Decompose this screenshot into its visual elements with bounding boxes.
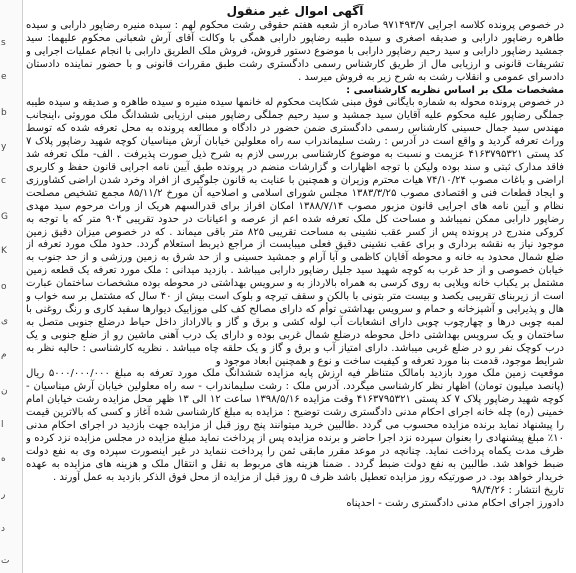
adjacent-text-fragment: b bbox=[1, 108, 7, 118]
auction-notice bbox=[26, 4, 564, 569]
adjacent-text-fragment: م bbox=[1, 350, 7, 360]
adjacent-text-fragment: G bbox=[1, 212, 8, 222]
expert-opinion-paragraph: در خصوص پرونده محوله به شماره بایگانی فوق مبنی شکایت محکوم له خانمها سیده منیره و سیده طاهره و صدیقه و سیده طیبه جملگی رضاپور علیه محکوم علیه آقایان سید جمشید و سید رحیم جملگی رضاپور مبنی ارزیابی ششدانگ ملک موروثی ،اینجانب مهندس سید جمال حسینی کارشناس رسمی دادگستری ضمن حضور در دادگاه و مطالعه پرونده به محل تعرفه شده که توسط وراث تعرفه گردید و واقع است در آدرس : رشت سلیماندراب سه راه معلولین خیابان آرش میناسیان کوچه شهید رضاپور پلاک ۷ کد پستی ۴۱۶۳۷۹۵۳۲۱ عزیمت و نسبت به موضوع کارشناسی بررسی لازم به شرح ذیل صورت پذیرفت . الف- ملک تعرفه شد فاقد مدارک ثبتی و سند بوده ولیکن با توجه اظهارات و گزارشات منضم در پرونده طبق آیین نامه اجرایی قانون حفظ و کاربری اراضی و باغات مصوب ۷۴/۱۰/۲۴ هیات محترم وزیران و همچنین با عنایت به قانون جلوگیری از افراد وخرد شدن اراضی کشاورزی و ایجاد قطعات فنی و اقتصادی مصوب ۱۳۸۳/۳/۲۵ مجلس شورای اسلامی و اصلاحیه آن مورخ ۸۵/۱۱/۲ مجمع تشخیص مصلحت نظام و آیین نامه های اجرایی قانون مزبور مصوب ۱۳۸۸/۷/۱۴ امکان افراز برای قدرالسهم هریک از وراث مرحوم سید مهدی رضاپور دارابی ممکن نمیباشد و مساحت کل ملک تعرفه شده اعم از عرصه و اعیانات در حدود تقریبی ۹۰۴ متر که با توجه به کروکی مندرج در پرونده پس از کسر عقب نشینی به مساحت تقریبی ۸۲۵ متر باقی میماند . که در خصوص میزان دقیق زمین موجود نیاز به نقشه برداری و برای عقب نشینی دقیق فعلی میبایست از مراجع ذیربط استعلام گردد. حدود ملک مورد تعرفه از ضلع شمال محدود به خانه و محوطه آقایان کاظمی و آیا آرام و جمشید حسینی و از حد شرق به زمین ورزشی و از حد جنوب به خیابان خصوصی و از حد غرب به کوچه شهید سید جلیل رضاپور دارابی میباشد . بازدید میدانی : ملک مورد تعرفه یک قطعه زمین مشتمل بر یکباب خانه ویلایی به روی کرسی به همراه بالارداز به و سرویس بهداشتی در محوطه بوده مشخصات ساختمان عبارت است از زیربنای تقریبی یکصد و بیست متر بتونی با بالکن و سقف تیرچه و بلوک است بیش از ۴۰ سال که مشتمل بر سه خواب و هال و پذیرایی و آشپزخانه و حمام و سرویس بهداشتی توأم که دارای مصالح کف کلی موزاییک دیوارها سفید کاری و رنگ روغنی با لمبه چوبی درها و چهارچوب چوبی دارای انشعابات آب لوله کشی و برق و گاز و بالاراداز داخل حیاط درضلع جنوبی متصل به ساختمان و یک سرویس بهداشتی داخل محوطه درضلع شمال غربی بوده و دارای یک درب آهنی ماشین رو از ضلع جنوبی و یک درب کوچک نفر رو در ضلع غربی میباشد. دارای امتیاز آب و برق و گاز و یک حلقه چاه میباشد . نظریه کارشناسی : حالیه نظر به شرایط موجود، قدمت بنا مورد تعرفه و کیفیت ساخت و نوع و همچنین ابعاد موجود و bbox=[26, 97, 564, 367]
adjacent-text-fragment: s bbox=[1, 38, 6, 48]
adjacent-text-fragment: ه bbox=[1, 454, 6, 464]
signature-line: دادورز اجرای احکام مدنی دادگستری رشت - احدپناه bbox=[346, 497, 564, 509]
notice-intro-paragraph: در خصوص پرونده کلاسه اجرایی ۹۷۱۴۹۳/۷ صادره از شعبه هفتم حقوقی رشت محکوم لهم : سیده منیره رضاپور دارابی و سیده طاهره رضاپور دارابی و صدیقه اصغری و سیده طیبه رضاپور دارابی همگی با وکالت آقای آرش شعبانی محکوم علیهما: سید جمشید رضاپور دارابی و سید رحیم رضاپور دارابی با موضوع دستور فروش، فروش ملک الطریق دارابی با انجام عملیات اجرایی و تشریفات قانونی و ارزیابی مال از طریق کارشناس رسمی دادگستری رشت طبق مقررات قانونی و با حضور نماینده دادستان دادسرای عمومی و انقلاب رشت به شرح زیر به فروش میرسد . bbox=[26, 20, 564, 83]
adjacent-text-fragment: y bbox=[1, 142, 7, 152]
adjacent-text-fragment: ن bbox=[1, 386, 8, 396]
adjacent-text-fragment: ا bbox=[1, 420, 4, 430]
property-specs-heading: مشخصات ملک بر اساس نظریه کارشناسی : bbox=[346, 84, 564, 96]
adjacent-text-fragment: e bbox=[1, 72, 7, 82]
adjacent-text-fragment: o bbox=[1, 282, 7, 292]
adjacent-text-fragment: c bbox=[1, 176, 6, 186]
adjacent-text-fragment: ر bbox=[1, 490, 6, 500]
auction-terms-paragraph: موقعیت زمین ملک مورد بازدید بامالک متناظر فیه ارزش پایه مزایده ششدانگ ملک مورد تعرفه به مبلغ ۵۰۰۰/۰۰۰/۰۰۰ ریال (پانصد میلیون تومان) اظهار نظر کارشناسی میگردد. آدرس ملک : رشت سلیماندراب - سه راه معلولین خیابان آرش میناسیان - کوچه شهید رضاپور پلاک ۷ کد پستی ۴۱۶۳۷۹۵۳۲۱ وقت مزایده ۱۳۹۸/۵/۱۶ ساعت ۱۲ الی ۱۳ ظهر محل مزایده رشت خیابان امام خمینی (ره) چله خانه اجرای احکام مدنی دادگستری رشت توضیح : مزایده به مبلغ کارشناسی شده آغاز و کسی که بالاترین قیمت را پیشنهاد نماید برنده مزایده محسوب می گردد .طالبین خرید میتوانند پنج روز قبل از مزایده جهت بازدید در اجرای احکام مدنی ۱۰٪ مبلغ پیشنهادی را بعنوان سپرده نزد اجرا حاضر و برنده مزایده پس از پرداخت نماید مبلغ مزایده در مجلس مزایده نزد کرده و ظرف مدت یکماه پرداخت نماید. چنانچه در موعد مقرر مابقی ثمن را پرداخت ننماید در غیر اینصورت سپرده وی به نفع دولت ضبط خواهد شد. طالبین به نفع دولت ضبط گردد . ضمنا هزینه های مربوط به نقل و انتقال ملک و هزینه های مزایده به عهده خریدار خواهد بود. در صورتیکه روز مزایده تعطیل باشد ظرف ۵ روز قبل از مزایده از محل فوق الذکر بازدید به عمل آورند . bbox=[26, 368, 564, 483]
adjacent-column-strip bbox=[0, 0, 23, 573]
adjacent-text-fragment: د bbox=[1, 524, 6, 534]
notice-title: آگهی اموال غیر منقول bbox=[226, 4, 364, 18]
adjacent-text-fragment: ی bbox=[1, 316, 9, 326]
adjacent-text-fragment: ت bbox=[1, 556, 10, 566]
publication-date: تاریخ انتشار : ۹۸/۴/۲۶ bbox=[471, 484, 564, 496]
adjacent-text-fragment: K bbox=[1, 246, 7, 256]
